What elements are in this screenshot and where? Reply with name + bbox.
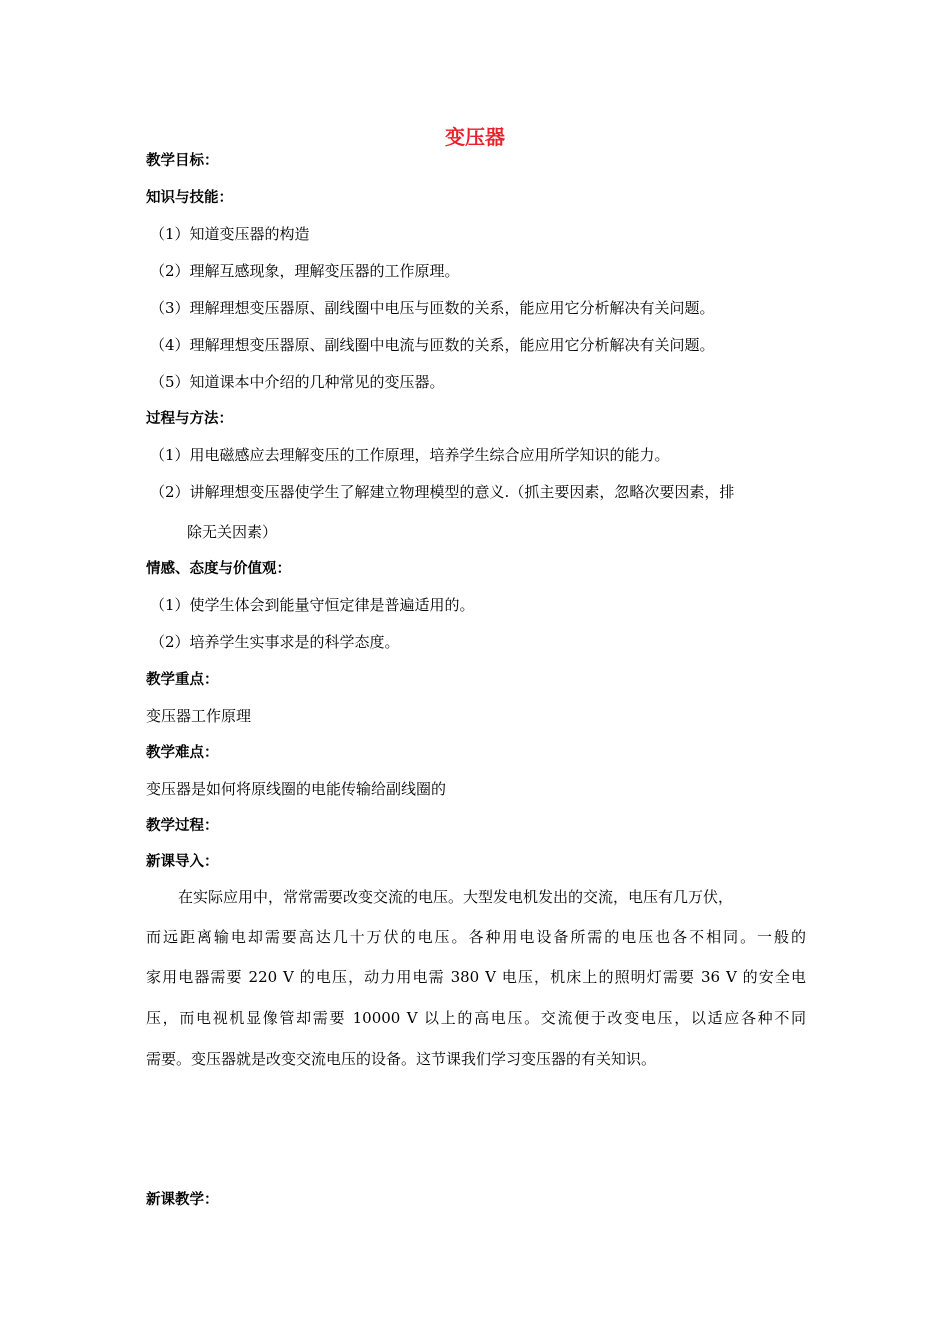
knowledge-item: （3）理解理想变压器原、副线圈中电压与匝数的关系，能应用它分析解决有关问题。	[150, 299, 715, 317]
key-point-text: 变压器工作原理	[146, 707, 252, 725]
knowledge-item: （5）知道课本中介绍的几种常见的变压器。	[150, 373, 445, 391]
procedure-heading: 教学过程：	[146, 818, 219, 834]
emotion-heading: 情感、态度与价值观：	[146, 561, 291, 577]
intro-paragraph-line: 需要。变压器就是改变交流电压的设备。这节课我们学习变压器的有关知识。	[146, 1050, 657, 1068]
key-point-heading: 教学重点：	[146, 672, 219, 688]
knowledge-item: （1）知道变压器的构造	[150, 225, 310, 243]
objectives-heading: 教学目标：	[146, 153, 219, 169]
process-heading: 过程与方法：	[146, 411, 233, 427]
intro-paragraph-line: 在实际应用中，常常需要改变交流的电压。大型发电机发出的交流，电压有几万伏，	[178, 888, 734, 906]
process-item: （1）用电磁感应去理解变压的工作原理，培养学生综合应用所学知识的能力。	[150, 446, 670, 464]
difficulty-heading: 教学难点：	[146, 745, 219, 761]
intro-heading: 新课导入：	[146, 854, 219, 870]
difficulty-text: 变压器是如何将原线圈的电能传输给副线圈的	[146, 780, 447, 798]
document-title: 变压器	[445, 125, 505, 149]
emotion-item: （2）培养学生实事求是的科学态度。	[150, 633, 400, 651]
intro-paragraph-line: 压，而电视机显像管却需要 10000 V 以上的高电压。交流便于改变电压，以适应各种不同	[146, 1009, 806, 1027]
process-item-continuation: 除无关因素）	[187, 523, 278, 541]
knowledge-heading: 知识与技能：	[146, 190, 233, 206]
process-item: （2）讲解理想变压器使学生了解建立物理模型的意义.（抓主要因素，忽略次要因素，排	[150, 483, 735, 501]
knowledge-item: （2）理解互感现象，理解变压器的工作原理。	[150, 262, 460, 280]
intro-paragraph-line: 而远距离输电却需要高达几十万伏的电压。各种用电设备所需的电压也各不相同。一般的	[146, 928, 806, 946]
intro-paragraph-line: 家用电器需要 220 V 的电压，动力用电需 380 V 电压，机床上的照明灯需要 36 V 的安全电	[146, 968, 806, 986]
knowledge-item: （4）理解理想变压器原、副线圈中电流与匝数的关系，能应用它分析解决有关问题。	[150, 336, 715, 354]
teaching-heading: 新课教学：	[146, 1192, 219, 1208]
emotion-item: （1）使学生体会到能量守恒定律是普遍适用的。	[150, 596, 475, 614]
